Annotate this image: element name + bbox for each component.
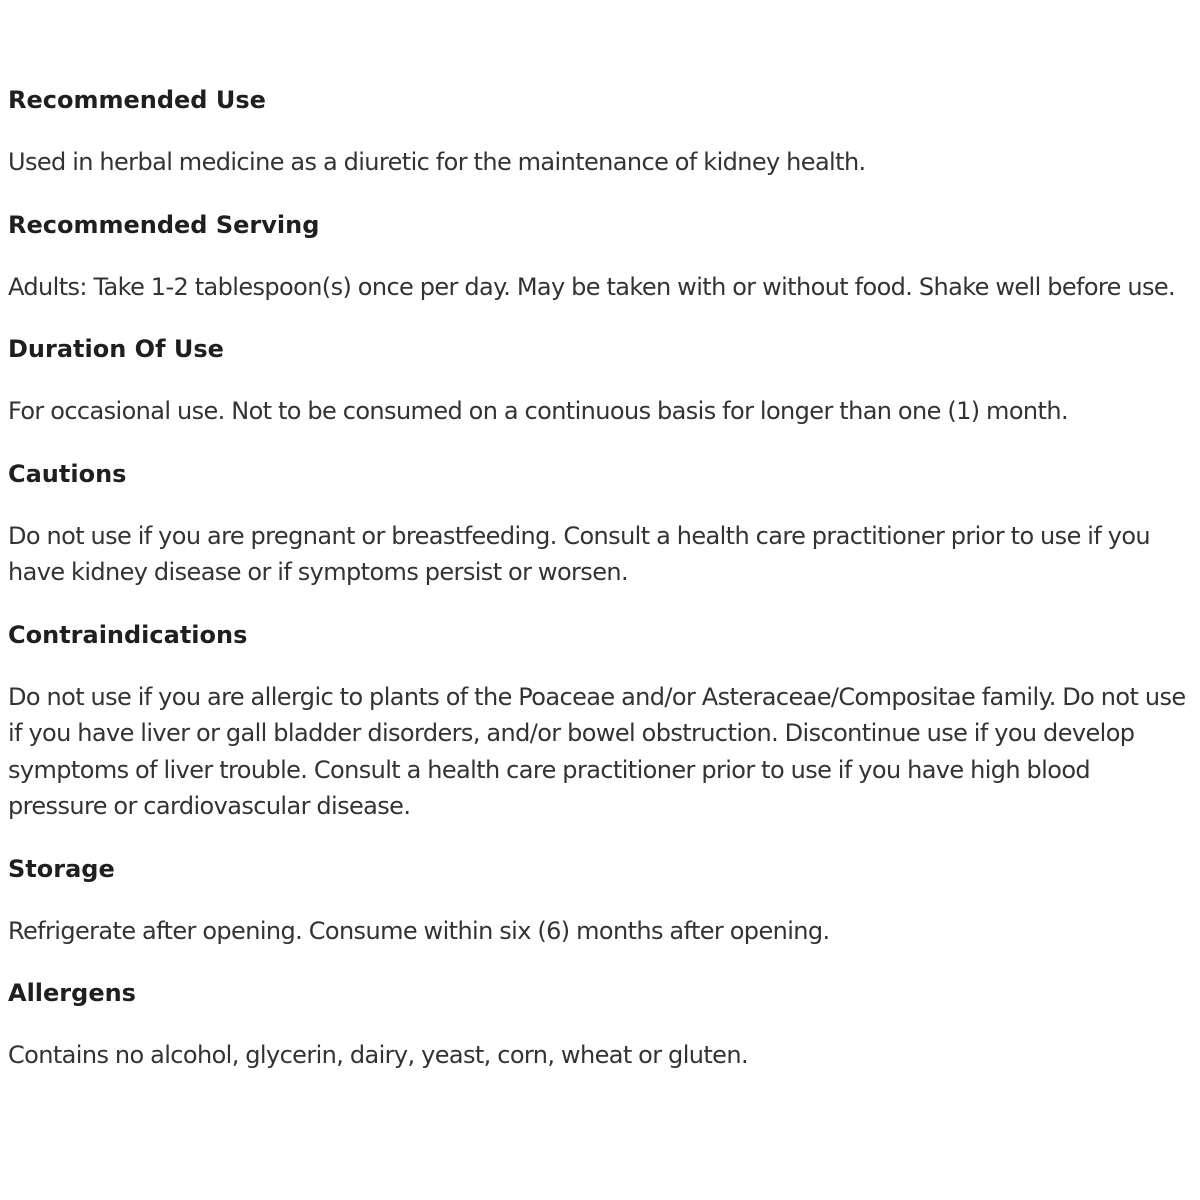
section-heading: Contraindications [8, 620, 248, 649]
section-text: Do not use if you are pregnant or breastfeeding. Consult a health care practitioner prior to use if you have kidney disease or if symptoms persist or worsen. [8, 521, 1151, 586]
section-text: Adults: Take 1-2 tablespoon(s) once per day. May be taken with or without food. Shake well before use. [8, 272, 1176, 301]
section-text: Do not use if you are allergic to plants of the Poaceae and/or Asteraceae/Compositae family. Do not use if you have liver or gall bladder disorders, and/or bowel obstruction. Discontinue use if you develop symptoms of liver trouble. Consult a health care practitioner prior to use if you have high blood pressure or cardiovascular disease. [8, 682, 1186, 820]
section-text: Contains no alcohol, glycerin, dairy, yeast, corn, wheat or gluten. [8, 1041, 748, 1069]
section-text: For occasional use. Not to be consumed on a continuous basis for longer than one (1) month. [8, 397, 1068, 425]
section-recommended-use [8, 82, 1194, 181]
section-text: Used in herbal medicine as a diuretic for the maintenance of kidney health. [8, 148, 866, 176]
section-storage [8, 851, 1194, 950]
section-heading: Duration Of Use [8, 335, 224, 363]
section-recommended-serving [8, 207, 1194, 306]
section-text: Refrigerate after opening. Consume within six (6) months after opening. [8, 916, 830, 945]
section-heading: Storage [8, 854, 115, 883]
section-duration-of-use [8, 331, 1194, 430]
section-contraindications [8, 617, 1194, 825]
section-heading: Cautions [8, 459, 127, 488]
section-heading: Recommended Use [8, 86, 266, 114]
section-heading: Allergens [8, 979, 136, 1007]
product-info [8, 82, 1194, 1100]
section-allergens [8, 975, 1194, 1074]
section-heading: Recommended Serving [8, 210, 320, 239]
section-cautions [8, 456, 1194, 591]
